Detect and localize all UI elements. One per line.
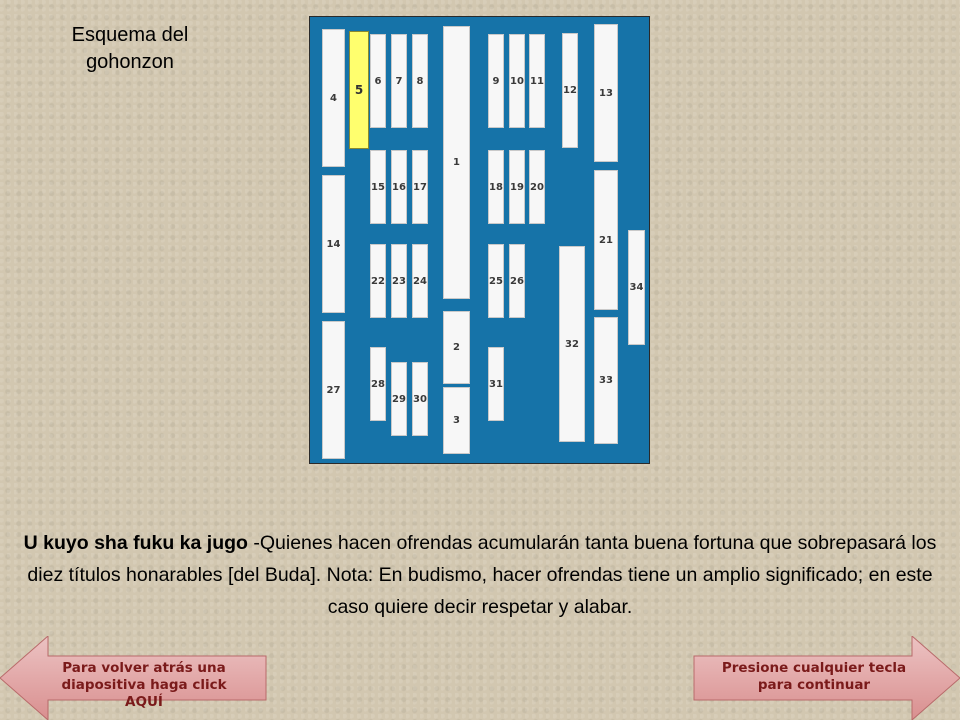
- slot-26: 26: [509, 244, 525, 318]
- slide-title: Esquema del gohonzon: [71, 24, 189, 73]
- slot-12: 12: [562, 33, 578, 148]
- explanation-text: -Quienes hacen ofrendas acumularán tanta buena fortuna que sobrepasará los diez títulos honarables [del Buda]. Nota: En budismo, hacer ofrendas tiene un amplio significado; en este caso quiere decir respetar y alabar.: [27, 532, 937, 618]
- slot-18: 18: [488, 150, 504, 224]
- slot-14: 14: [322, 175, 345, 313]
- continue-button[interactable]: [692, 636, 960, 720]
- slot-13: 13: [594, 24, 618, 162]
- slot-6: 6: [370, 34, 386, 128]
- slot-11: 11: [529, 34, 545, 128]
- slot-27: 27: [322, 321, 345, 459]
- back-button[interactable]: [0, 636, 268, 720]
- explanation-paragraph: [20, 527, 940, 623]
- slot-2: 2: [443, 311, 470, 384]
- slot-5-highlighted: 5: [349, 31, 369, 149]
- slot-31: 31: [488, 347, 504, 421]
- slot-22: 22: [370, 244, 386, 318]
- slot-8: 8: [412, 34, 428, 128]
- slot-17: 17: [412, 150, 428, 224]
- slot-21: 21: [594, 170, 618, 310]
- slot-24: 24: [412, 244, 428, 318]
- slot-29: 29: [391, 362, 407, 436]
- gohonzon-diagram: [309, 16, 650, 464]
- slot-16: 16: [391, 150, 407, 224]
- slot-4: 4: [322, 29, 345, 167]
- slot-3: 3: [443, 387, 470, 454]
- slot-10: 10: [509, 34, 525, 128]
- slot-25: 25: [488, 244, 504, 318]
- bold-phrase: U kuyo sha fuku ka jugo: [23, 532, 248, 554]
- slot-34: 34: [628, 230, 645, 345]
- slot-32: 32: [559, 246, 585, 442]
- slot-23: 23: [391, 244, 407, 318]
- continue-button-label: Presione cualquier tecla para continuar: [721, 660, 907, 693]
- slot-33: 33: [594, 317, 618, 444]
- slot-15: 15: [370, 150, 386, 224]
- back-button-label: Para volver atrás una diapositiva haga click AQUÍ: [61, 660, 227, 710]
- slot-28: 28: [370, 347, 386, 421]
- slot-30: 30: [412, 362, 428, 436]
- slot-9: 9: [488, 34, 504, 128]
- slot-7: 7: [391, 34, 407, 128]
- slot-20: 20: [529, 150, 545, 224]
- slot-19: 19: [509, 150, 525, 224]
- slot-1: 1: [443, 26, 470, 299]
